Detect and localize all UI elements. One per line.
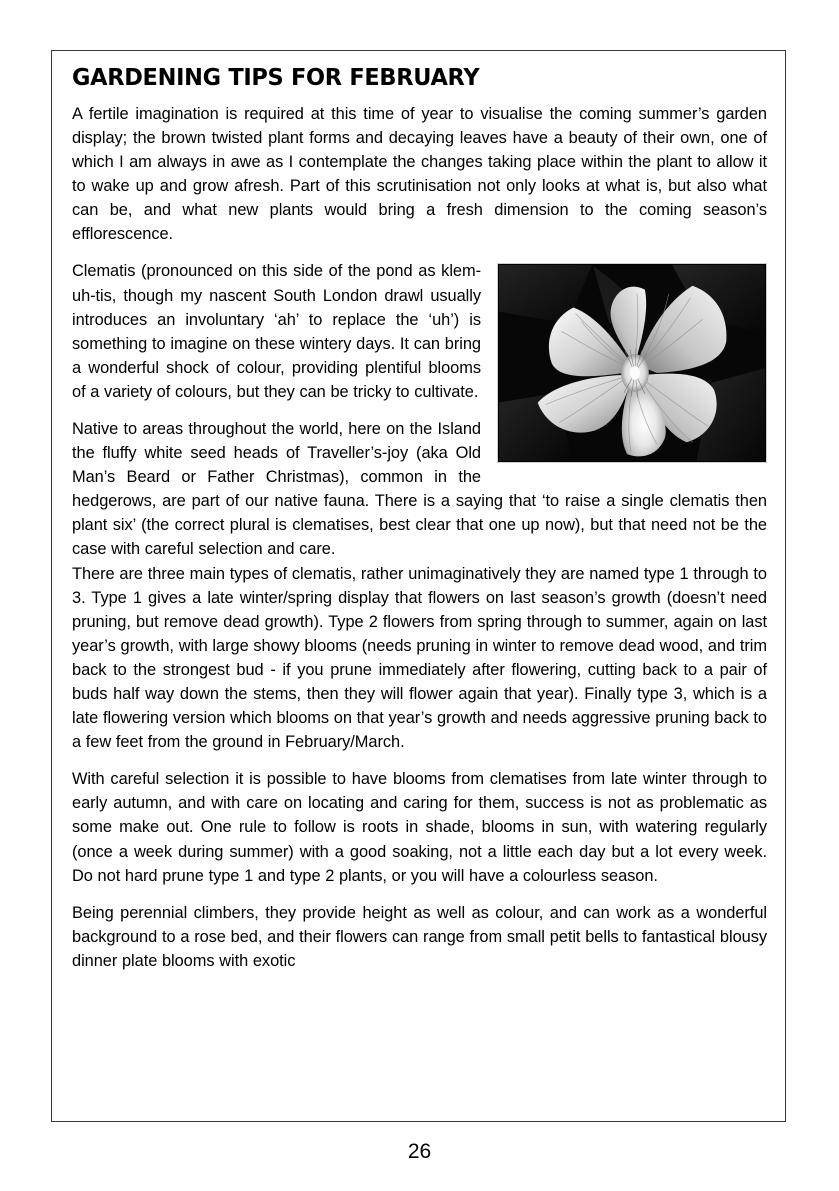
paragraph-clematis-intro: Clematis (pronounced on this side of the pond as klem-uh-tis, though my nascent South London drawl usually introduces an involuntary ‘ah’ to replace the ‘uh’) is something to imagine on these wintery days. It can bring a wonderful shock of colour, providing plentiful blooms of a variety of colours, but they can be tricky to cultivate.: [72, 262, 481, 401]
article-border-frame: [51, 50, 786, 1122]
paragraph-intro: A fertile imagination is required at this time of year to visualise the coming summer’s garden display; the brown twisted plant forms and decaying leaves have a beauty of their own, one of which I am always in awe as I contemplate the changes taking place within the plant to allow it to wake up and grow afresh. Part of this scrutinisation not only looks at what is, but also what can be, and what new plants would bring a fresh dimension to the coming season’s efflorescence.: [72, 104, 767, 244]
paragraph-perennial-climbers: Being perennial climbers, they provide height as well as colour, and can work as a wonderful background to a rose bed, and their flowers can range from small petit bells to fantastical blousy dinner plate blooms with exotic: [72, 903, 767, 970]
flower-photo-graphic: [498, 264, 766, 462]
paragraph-native-areas: Native to areas throughout the world, here on the Island the fluffy white seed heads of Traveller’s-joy (aka Old Man’s Beard or Father Christmas), common in the hedgerows, are part of our native fauna. There is a saying that ‘to raise a single clematis then plant six’ (the correct plural is clematises, best clear that one up now), but that need not be the case with careful selection and care.: [72, 419, 767, 559]
paragraph-three-types: There are three main types of clematis, rather unimaginatively they are named type 1 through to 3. Type 1 gives a late winter/spring display that flowers on last season’s growth (doesn’t need pruning, but remove dead growth). Type 2 flowers from spring through to summer, again on last year’s growth, with large showy blooms (needs pruning in winter to remove dead wood, and trim back to the strongest bud - if you prune immediately after flowering, cutting back to a pair of buds half way down the stems, then they will flower again that year). Finally type 3, which is a late flowering version which blooms on that year’s growth and needs aggressive pruning back to a few feet from the ground in February/March.: [72, 564, 767, 752]
page-title: GARDENING TIPS FOR FEBRUARY: [72, 63, 480, 91]
clematis-flower-photograph: [497, 263, 767, 463]
text-with-float-image: [72, 259, 767, 561]
article-content: [52, 51, 785, 973]
paragraph-careful-selection: With careful selection it is possible to have blooms from clematises from late winter through to early autumn, and with care on locating and caring for them, success is not as problematic as some make out. One rule to follow is roots in shade, blooms in sun, with watering regularly (once a week during summer) with a good soaking, not a little each day but a lot every week. Do not hard prune type 1 and type 2 plants, or you will have a colourless season.: [72, 770, 767, 885]
page-number: 26: [407, 1140, 432, 1163]
